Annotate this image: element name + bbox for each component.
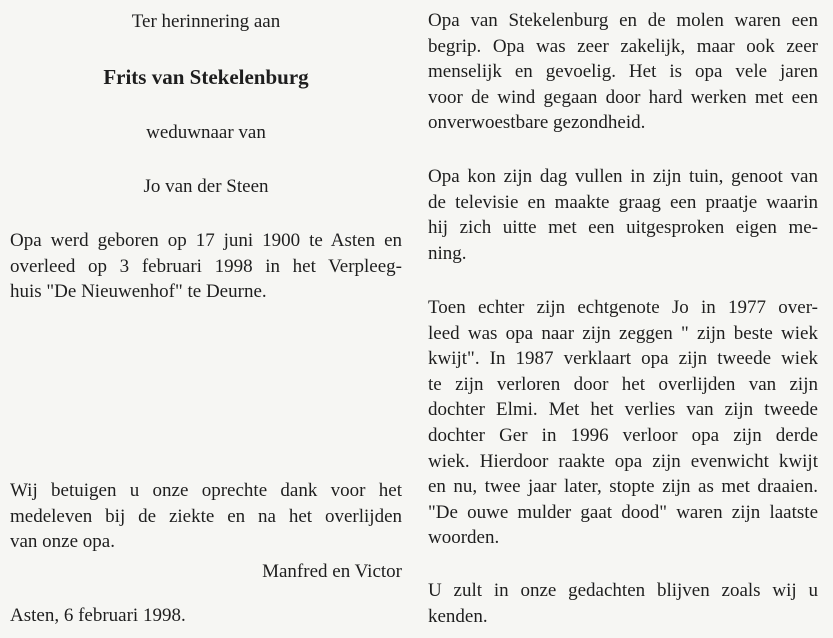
garden-paragraph [428,164,818,266]
paragraph-line: medeleven bij de ziekte en na het overlijden [10,505,402,527]
paragraph-line: U zult in onze gedachten blijven zoals wij u [428,580,818,601]
paragraph-line: overleed op 3 februari 1998 in het Verpleeg- [10,255,402,277]
paragraph-line: Opa werd geboren op 17 juni 1900 te Asten en [10,230,402,251]
loss-paragraph [428,295,818,551]
paragraph-line: leed was opa naar zijn zeggen " zijn beste wiek [428,322,818,344]
paragraph-line: en nu, twee jaar later, stopte zijn as met draaien. [428,476,818,498]
paragraph-line: onverwoestbare gezondheid. [428,112,646,134]
windmill-paragraph [428,8,818,136]
paragraph-line: begrip. Opa was zeer zakelijk, maar ook zeer [428,35,818,57]
paragraph-line: kenden. [428,605,488,627]
paragraph-line: menselijk en gevoelig. Het is opa vele jaren [428,61,818,83]
paragraph-line: voor de wind gegaan door hard werken met een [428,86,818,108]
thanks-paragraph [10,478,402,555]
spouse-name: Jo van der Steen [143,176,269,197]
paragraph-line: Opa van Stekelenburg en de molen waren een [428,10,818,31]
paragraph-line: Opa kon zijn dag vullen in zijn tuin, genoot van [428,166,818,187]
paragraph-line: te zijn verloren door het overlijden van zijn [428,373,818,395]
deceased-name: Frits van Stekelenburg [103,65,309,89]
birth-paragraph [10,228,402,305]
widower-text: weduwnaar van [146,122,266,143]
paragraph-line: wiek. Hierdoor raakte opa zijn evenwicht kwijt [428,450,818,472]
signature: Manfred en Victor [262,561,402,582]
paragraph-line: Wij betuigen u onze oprechte dank voor het [10,480,402,501]
remembrance-paragraph [428,578,818,629]
paragraph-line: Toen echter zijn echtgenote Jo in 1977 over- [428,297,818,318]
place-date: Asten, 6 februari 1998. [10,605,186,626]
paragraph-line: kwijt". In 1987 verklaart opa zijn tweede wiek [428,348,818,370]
intro-text: Ter herinnering aan [131,11,281,32]
paragraph-line: woorden. [428,527,500,549]
paragraph-line: "De ouwe mulder gaat dood" waren zijn laatste [428,501,818,523]
paragraph-line: huis "De Nieuwenhof" te Deurne. [10,281,267,303]
paragraph-line: de televisie en maakte graag een praatje waarin [428,191,818,213]
paragraph-line: ning. [428,242,467,264]
paragraph-line: dochter Elmi. Met het verlies van zijn tweede [428,399,818,421]
paragraph-line: hij zich uitte met een uitgesproken eigen me- [428,217,818,239]
paragraph-line: dochter Ger in 1996 verloor opa zijn derde [428,424,818,446]
paragraph-line: van onze opa. [10,531,115,553]
